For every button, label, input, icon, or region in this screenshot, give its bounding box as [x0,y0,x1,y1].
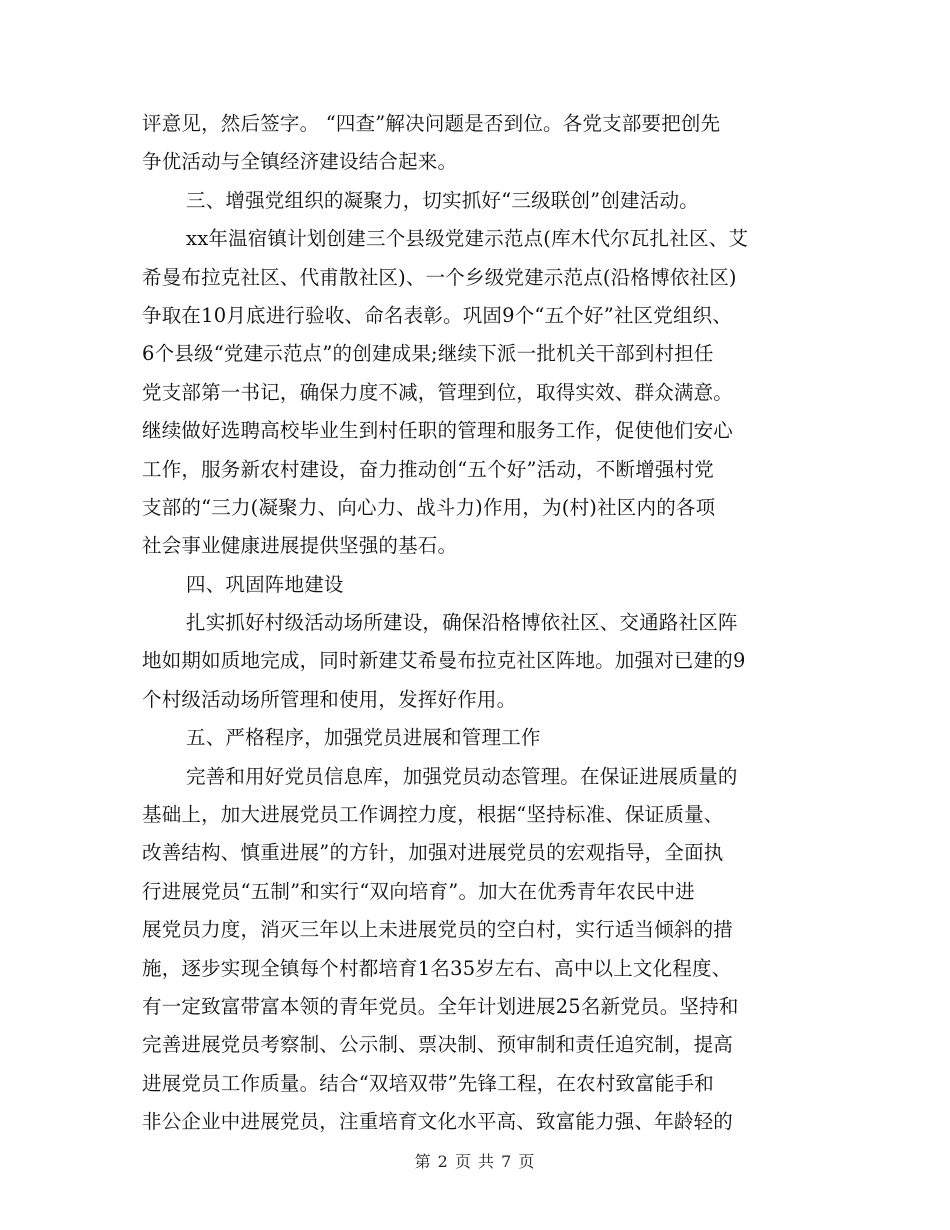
text-line: 争取在10月底进行验收、命名表彰。巩固9个“五个好”社区党组织、 [142,303,733,327]
text-line: 地如期如质地完成，同时新建艾希曼布拉克社区阵地。加强对已建的9 [142,649,746,673]
text-line: 完善进展党员考察制、公示制、票决制、预审制和责任追究制，提高 [142,1033,734,1057]
text-line: 扎实抓好村级活动场所建设，确保沿格博依社区、交通路社区阵 [186,611,738,635]
text-line: 施，逐步实现全镇每个村都培育1名35岁左右、高中以上文化程度、 [142,956,732,980]
text-line: 非公企业中进展党员，注重培育文化水平高、致富能力强、年龄轻的 [142,1110,734,1134]
text-line: 个村级活动场所管理和使用，发挥好作用。 [142,687,517,711]
text-line: 完善和用好党员信息库，加强党员动态管理。在保证进展质量的 [186,764,738,788]
text-line: 改善结构、慎重进展”的方针，加强对进展党员的宏观指导，全面执 [142,841,724,865]
text-line: 6个县级“党建示范点”的创建成果;继续下派一批机关干部到村担任 [142,342,714,366]
text-line: 党支部第一书记，确保力度不减，管理到位，取得实效、群众满意。 [142,380,734,404]
text-line: 争优活动与全镇经济建设结合起来。 [142,150,458,174]
text-line: 工作，服务新农村建设，奋力推动创“五个好”活动，不断增强村党 [142,457,714,481]
text-line: xx年温宿镇计划创建三个县级党建示范点(库木代尔瓦扎社区、艾 [186,227,749,251]
text-line: 基础上，加大进展党员工作调控力度，根据“坚持标准、保证质量、 [142,803,724,827]
text-line: 支部的“三力(凝聚力、向心力、战斗力)作用，为(村)社区内的各项 [142,495,716,519]
text-line: 继续做好选聘高校毕业生到村任职的管理和服务工作，促使他们安心 [142,419,734,443]
text-line: 四、巩固阵地建设 [186,572,344,596]
text-line: 进展党员工作质量。结合“双培双带”先锋工程，在农村致富能手和 [142,1071,714,1095]
text-line: 行进展党员“五制”和实行“双向培育”。加大在优秀青年农民中进 [142,879,695,903]
text-line: 评意见，然后签字。 “四查”解决问题是否到位。各党支部要把创先 [142,112,721,135]
text-line: 希曼布拉克社区、代甫散社区)、一个乡级党建示范点(沿格博依社区) [142,265,737,289]
text-line: 展党员力度，消灭三年以上未进展党员的空白村，实行适当倾斜的措 [142,918,734,942]
text-line: 五、严格程序，加强党员进展和管理工作 [186,726,541,750]
text-line: 社会事业健康进展提供坚强的基石。 [142,534,458,558]
text-line: 三、增强党组织的凝聚力，切实抓好“三级联创”创建活动。 [186,188,699,212]
page-number-footer: 第 2 页 共 7 页 [414,1152,536,1171]
text-line: 有一定致富带富本领的青年党员。全年计划进展25名新党员。坚持和 [142,994,739,1018]
document-body [142,105,810,1142]
